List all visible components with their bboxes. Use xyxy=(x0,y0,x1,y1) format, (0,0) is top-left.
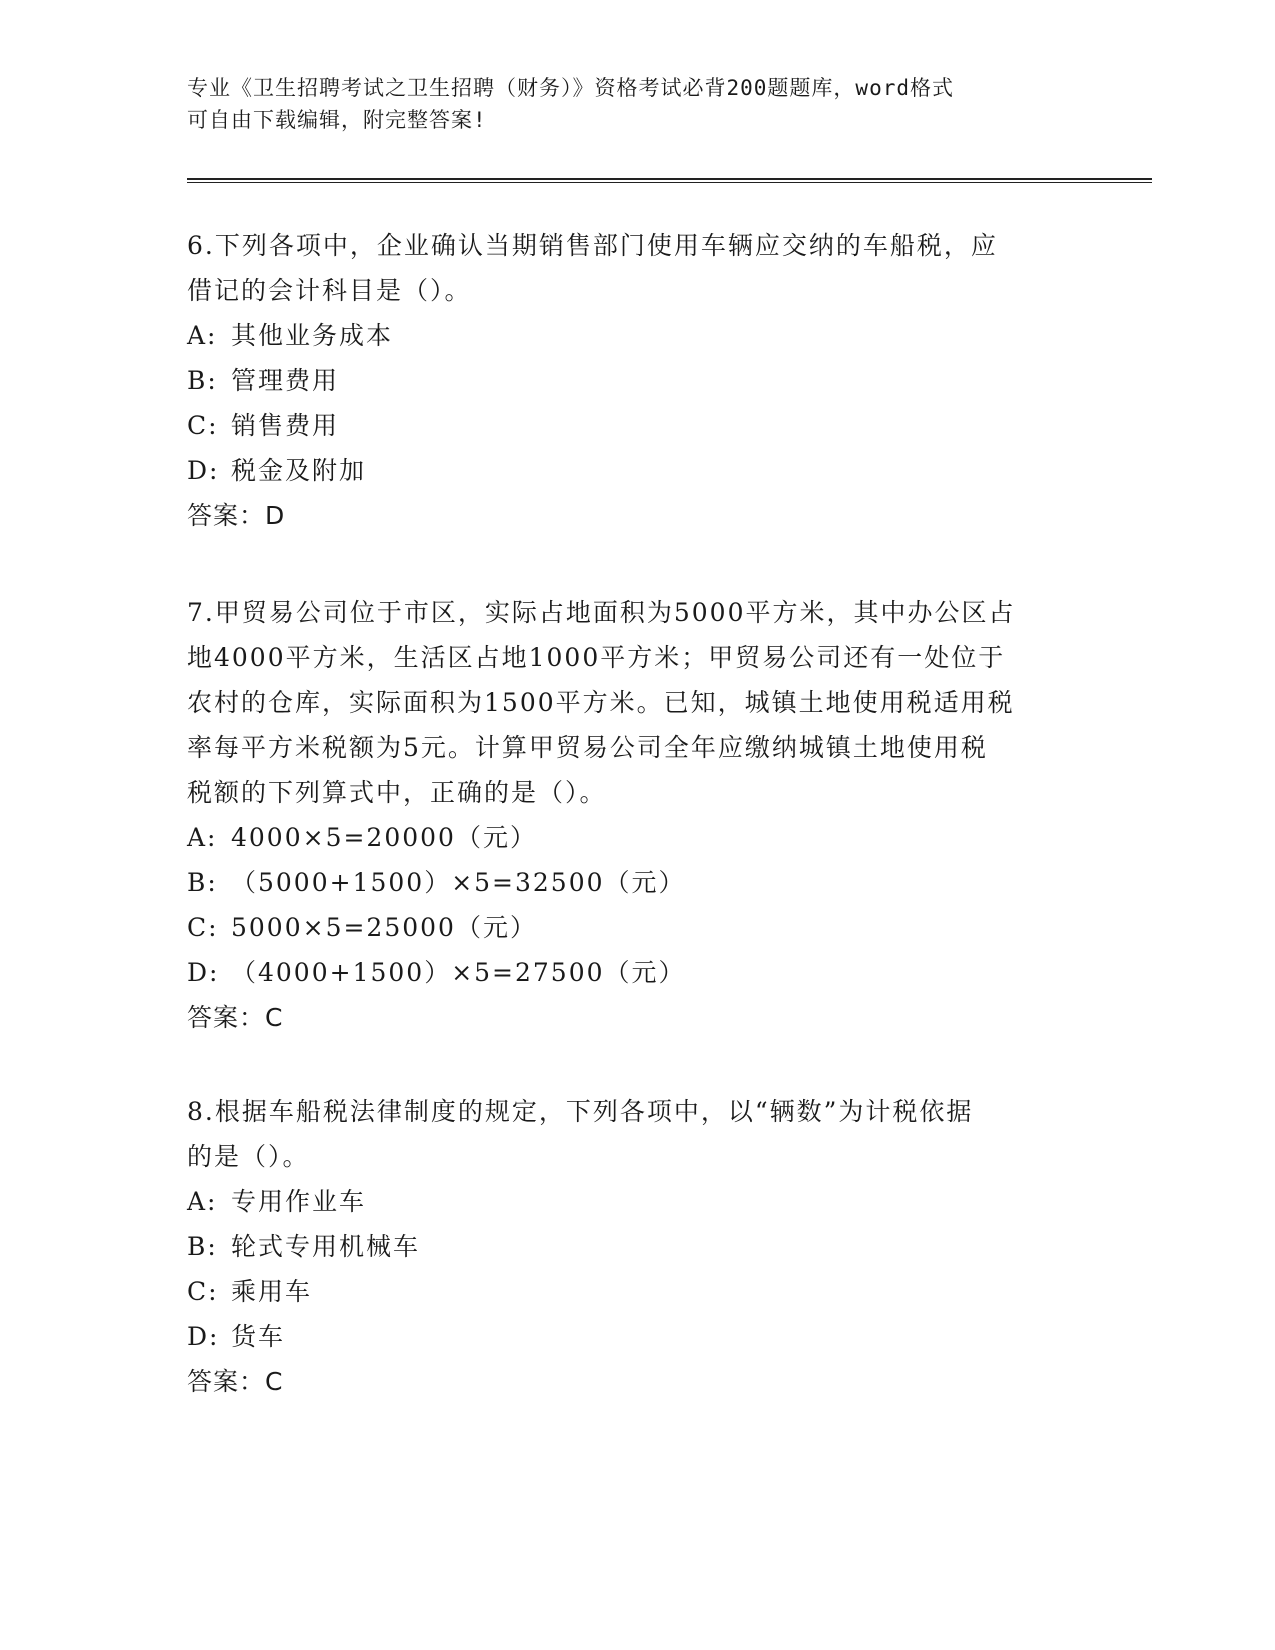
question-stem-line: 地4000平方米，生活区占地1000平方米；甲贸易公司还有一处位于 xyxy=(187,643,1006,672)
question-8 xyxy=(187,1089,1077,1404)
option-label: A: xyxy=(187,1187,218,1216)
option-text: 货车 xyxy=(231,1322,286,1351)
option-label: B: xyxy=(187,366,218,395)
option-d xyxy=(187,448,1077,493)
option-text: 销售费用 xyxy=(231,411,340,440)
question-stem-line: 7.甲贸易公司位于市区，实际占地面积为5000平方米，其中办公区占 xyxy=(187,598,1016,627)
question-7 xyxy=(187,590,1077,1040)
option-label: C: xyxy=(187,1277,219,1306)
question-stem-line: 借记的会计科目是（）。 xyxy=(187,276,472,305)
option-text: 轮式专用机械车 xyxy=(231,1232,421,1261)
question-stem-line: 的是（）。 xyxy=(187,1142,310,1171)
option-b xyxy=(187,1224,1077,1269)
header-line-2: 可自由下载编辑，附完整答案! xyxy=(187,108,487,132)
option-label: A: xyxy=(187,823,218,852)
question-stem-line: 农村的仓库，实际面积为1500平方米。已知，城镇土地使用税适用税 xyxy=(187,688,1015,717)
option-a xyxy=(187,1179,1077,1224)
header-divider xyxy=(187,178,1152,183)
option-text: 其他业务成本 xyxy=(231,321,394,350)
question-stem-line: 8.根据车船税法律制度的规定，下列各项中，以“辆数”为计税依据 xyxy=(187,1097,974,1126)
option-text: （4000+1500）×5=27500（元） xyxy=(231,958,686,987)
option-c xyxy=(187,1269,1077,1314)
option-text: 4000×5=20000（元） xyxy=(231,823,537,852)
option-label: C: xyxy=(187,913,219,942)
option-a xyxy=(187,815,1077,860)
answer: 答案：D xyxy=(187,501,286,530)
answer: 答案：C xyxy=(187,1367,284,1396)
question-stem-line: 率每平方米税额为5元。计算甲贸易公司全年应缴纳城镇土地使用税 xyxy=(187,733,988,762)
option-a xyxy=(187,313,1077,358)
option-label: D: xyxy=(187,456,220,485)
option-text: 管理费用 xyxy=(231,366,340,395)
option-label: B: xyxy=(187,868,218,897)
option-label: D: xyxy=(187,958,220,987)
option-label: B: xyxy=(187,1232,218,1261)
document-header xyxy=(187,72,1077,136)
option-d xyxy=(187,950,1077,995)
option-b xyxy=(187,860,1077,905)
question-stem-line: 6.下列各项中，企业确认当期销售部门使用车辆应交纳的车船税，应 xyxy=(187,231,998,260)
option-text: 乘用车 xyxy=(231,1277,313,1306)
question-stem-line: 税额的下列算式中，正确的是（）。 xyxy=(187,778,607,807)
option-label: C: xyxy=(187,411,219,440)
option-text: （5000+1500）×5=32500（元） xyxy=(231,868,686,897)
option-c xyxy=(187,403,1077,448)
answer: 答案：C xyxy=(187,1003,284,1032)
option-text: 税金及附加 xyxy=(231,456,367,485)
header-line-1: 专业《卫生招聘考试之卫生招聘（财务）》资格考试必背200题题库，word格式 xyxy=(187,76,954,100)
option-d xyxy=(187,1314,1077,1359)
option-label: D: xyxy=(187,1322,220,1351)
option-label: A: xyxy=(187,321,218,350)
option-text: 专用作业车 xyxy=(231,1187,367,1216)
option-text: 5000×5=25000（元） xyxy=(231,913,537,942)
option-b xyxy=(187,358,1077,403)
option-c xyxy=(187,905,1077,950)
question-6 xyxy=(187,223,1077,538)
